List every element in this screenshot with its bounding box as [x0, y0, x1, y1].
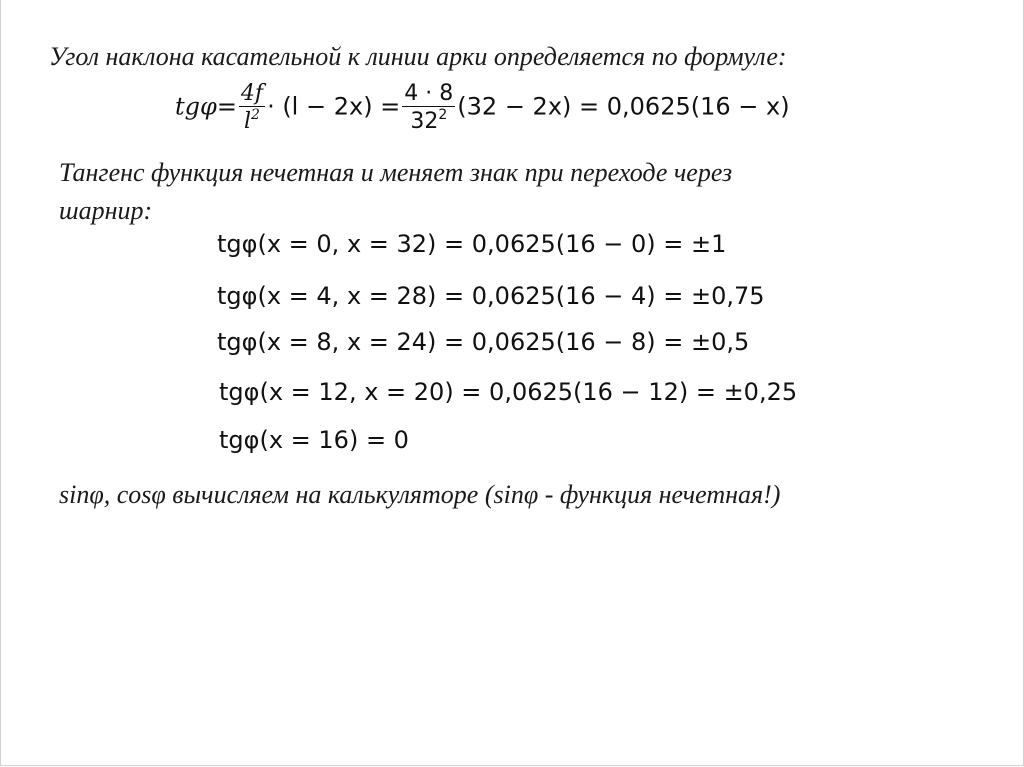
equation-row: tgφ(x = 16) = 0 [219, 426, 409, 454]
fraction-denominator [239, 107, 265, 133]
equation-row: tgφ(x = 12, x = 20) = 0,0625(16 − 12) = ±0,25 [219, 378, 798, 406]
denominator-base: 32 [410, 109, 439, 135]
fraction-4x8-over-32sq [402, 82, 455, 133]
formula-eq: = [216, 92, 237, 121]
fraction-numerator: 4 · 8 [404, 81, 454, 106]
main-formula [175, 82, 790, 133]
denominator-base: l [244, 109, 252, 135]
denominator-exponent: 2 [438, 107, 448, 124]
equation-row: tgφ(x = 8, x = 24) = 0,0625(16 − 8) = ±0,5 [217, 328, 750, 356]
tangent-line-2: шарнир: [59, 196, 153, 225]
calculator-note: sinφ, cosφ вычисляем на калькуляторе (sinφ - функция нечетная!) [59, 480, 781, 509]
formula-rest: (32 − 2x) = 0,0625(16 − x) [457, 92, 790, 121]
fraction-4f-over-l2 [239, 82, 265, 133]
fraction-denominator [402, 107, 455, 133]
intro-heading: Угол наклона касательной к линии арки определяется по формуле: [49, 42, 787, 71]
denominator-exponent: 2 [251, 107, 260, 124]
formula-factor: · (l − 2x) = [267, 92, 401, 121]
fraction-numerator: 4f [240, 81, 264, 106]
formula-lhs: tgφ [175, 92, 217, 121]
equation-row: tgφ(x = 0, x = 32) = 0,0625(16 − 0) = ±1 [217, 230, 727, 258]
equation-row: tgφ(x = 4, x = 28) = 0,0625(16 − 4) = ±0,75 [217, 282, 765, 310]
tangent-line-1: Тангенс функция нечетная и меняет знак при переходе через [59, 158, 733, 187]
